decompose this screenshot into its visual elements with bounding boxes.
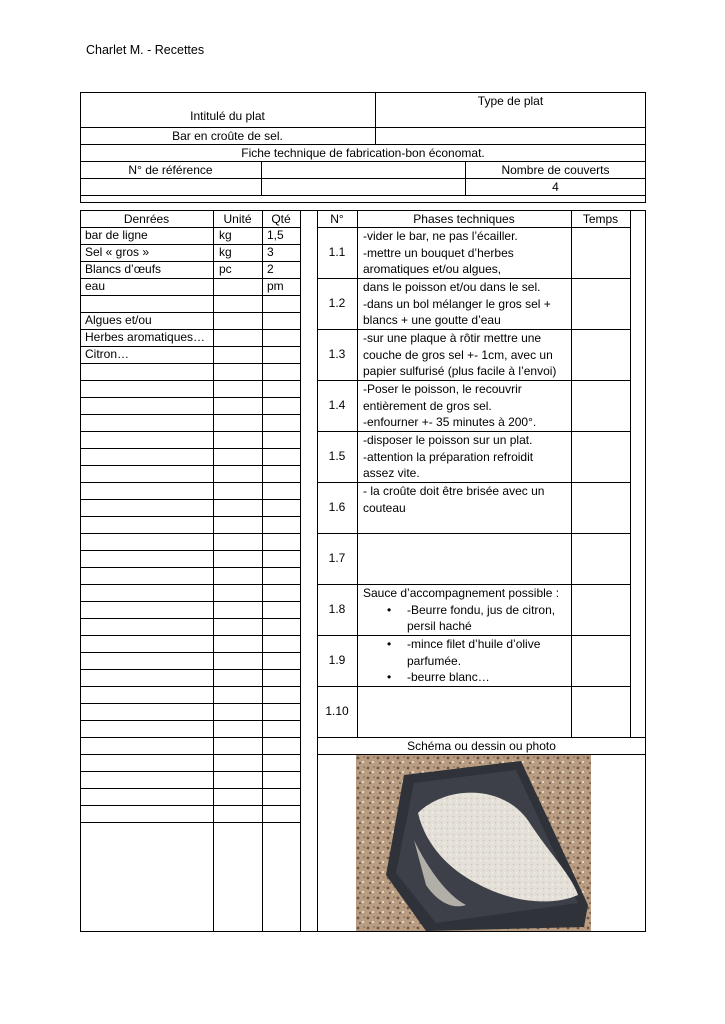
recipe-sheet xyxy=(80,92,646,932)
phase-line: -disposer le poisson sur un plat. xyxy=(363,433,533,447)
couverts-label: Nombre de couverts xyxy=(501,163,610,177)
phase-line: couche de gros sel +- 1cm, avec un xyxy=(363,347,553,362)
ingredient-row xyxy=(80,313,300,330)
ingredient-qty: 1,5 xyxy=(267,228,284,242)
phase-line: aromatiques et/ou algues, xyxy=(363,262,502,277)
ingredient-name: Herbes aromatiques… xyxy=(85,330,206,344)
phase-number: 1.10 xyxy=(325,704,349,718)
phase-line: -sur une plaque à rôtir mettre une xyxy=(363,331,542,345)
phase-text xyxy=(363,330,571,380)
phase-text xyxy=(363,432,571,482)
ingredient-unit: kg xyxy=(219,245,232,259)
header-num: N° xyxy=(330,212,344,226)
dish-type-label: Type de plat xyxy=(477,94,544,108)
ingredient-name: Blancs d’œufs xyxy=(85,262,162,276)
ingredient-qty: 3 xyxy=(267,245,274,259)
header-temps: Temps xyxy=(582,212,619,226)
dish-name: Bar en croûte de sel. xyxy=(172,129,283,143)
ingredient-unit: pc xyxy=(219,262,232,276)
phase-bullet: • -beurre blanc… xyxy=(363,669,571,686)
ingredient-name: bar de ligne xyxy=(85,228,148,242)
phase-line: -mettre un bouquet d’herbes xyxy=(363,245,514,260)
phase-bullet: • -mince filet d’huile d’olive xyxy=(363,636,571,653)
phase-number: 1.4 xyxy=(328,398,346,412)
phase-number: 1.3 xyxy=(328,347,346,361)
phase-line: - la croûte doit être brisée avec un xyxy=(363,484,545,498)
phase-line: assez vite. xyxy=(363,466,420,481)
header-qte: Qté xyxy=(271,212,291,226)
phase-line: -enfourner +- 35 minutes à 200°. xyxy=(363,415,537,430)
ingredient-qty: 2 xyxy=(267,262,274,276)
couverts-value: 4 xyxy=(552,180,559,194)
phase-number: 1.6 xyxy=(328,500,346,514)
phase-line: papier sulfurisé (plus facile à l’envoi) xyxy=(363,364,557,379)
ingredient-row xyxy=(80,228,300,245)
ingredient-row xyxy=(80,279,300,296)
schema-label: Schéma ou dessin ou photo xyxy=(407,739,556,753)
phase-text xyxy=(363,279,571,329)
phase-text xyxy=(363,585,571,635)
ingredient-name: eau xyxy=(85,279,106,293)
phase-line: -dans un bol mélanger le gros sel + xyxy=(363,296,551,311)
phase-text xyxy=(363,636,571,686)
fiche-title: Fiche technique de fabrication-bon économat. xyxy=(241,146,485,160)
document-header-author: Charlet M. - Recettes xyxy=(86,43,205,57)
phase-line: blancs + une goutte d’eau xyxy=(363,313,501,328)
ingredient-unit: kg xyxy=(219,228,232,242)
ingredient-row xyxy=(80,330,300,347)
ingredient-name: Algues et/ou xyxy=(85,313,152,327)
ingredient-row xyxy=(80,296,300,313)
phase-number: 1.8 xyxy=(328,602,346,616)
dish-title-label: Intitulé du plat xyxy=(190,109,265,123)
phase-line: -vider le bar, ne pas l’écailler. xyxy=(363,229,518,243)
ingredient-name: Citron… xyxy=(85,347,130,361)
phase-number: 1.7 xyxy=(328,551,346,565)
ingredients-table xyxy=(80,210,300,932)
phase-line: -Poser le poisson, le recouvrir xyxy=(363,382,522,396)
ingredient-row xyxy=(80,245,300,262)
phase-number: 1.2 xyxy=(328,296,346,310)
phase-number: 1.5 xyxy=(328,449,346,463)
phase-number: 1.1 xyxy=(328,245,346,259)
phase-line: -attention la préparation refroidit xyxy=(363,449,534,464)
phases-table xyxy=(317,210,646,755)
phase-bullet: • -Beurre fondu, jus de citron, xyxy=(363,602,571,619)
phase-text xyxy=(363,381,571,431)
phase-line: couteau xyxy=(363,500,406,515)
dish-photo xyxy=(356,755,591,931)
header-phases: Phases techniques xyxy=(413,212,515,226)
reference-label: N° de référence xyxy=(128,163,213,177)
phase-bullet: parfumée. xyxy=(407,653,462,668)
header-denrees: Denrées xyxy=(123,212,170,226)
phase-bullet: persil haché xyxy=(407,619,472,634)
phase-number: 1.9 xyxy=(328,653,346,667)
header-unite: Unité xyxy=(223,212,252,226)
phase-line: Sauce d’accompagnement possible : xyxy=(363,586,560,600)
ingredient-row xyxy=(80,347,300,364)
phase-text xyxy=(363,483,571,516)
phase-line: dans le poisson et/ou dans le sel. xyxy=(363,280,541,294)
ingredient-qty: pm xyxy=(267,279,284,293)
ingredient-name: Sel « gros » xyxy=(85,245,150,259)
phase-text xyxy=(363,228,571,278)
phase-line: entièrement de gros sel. xyxy=(363,398,492,413)
ingredient-row xyxy=(80,262,300,279)
